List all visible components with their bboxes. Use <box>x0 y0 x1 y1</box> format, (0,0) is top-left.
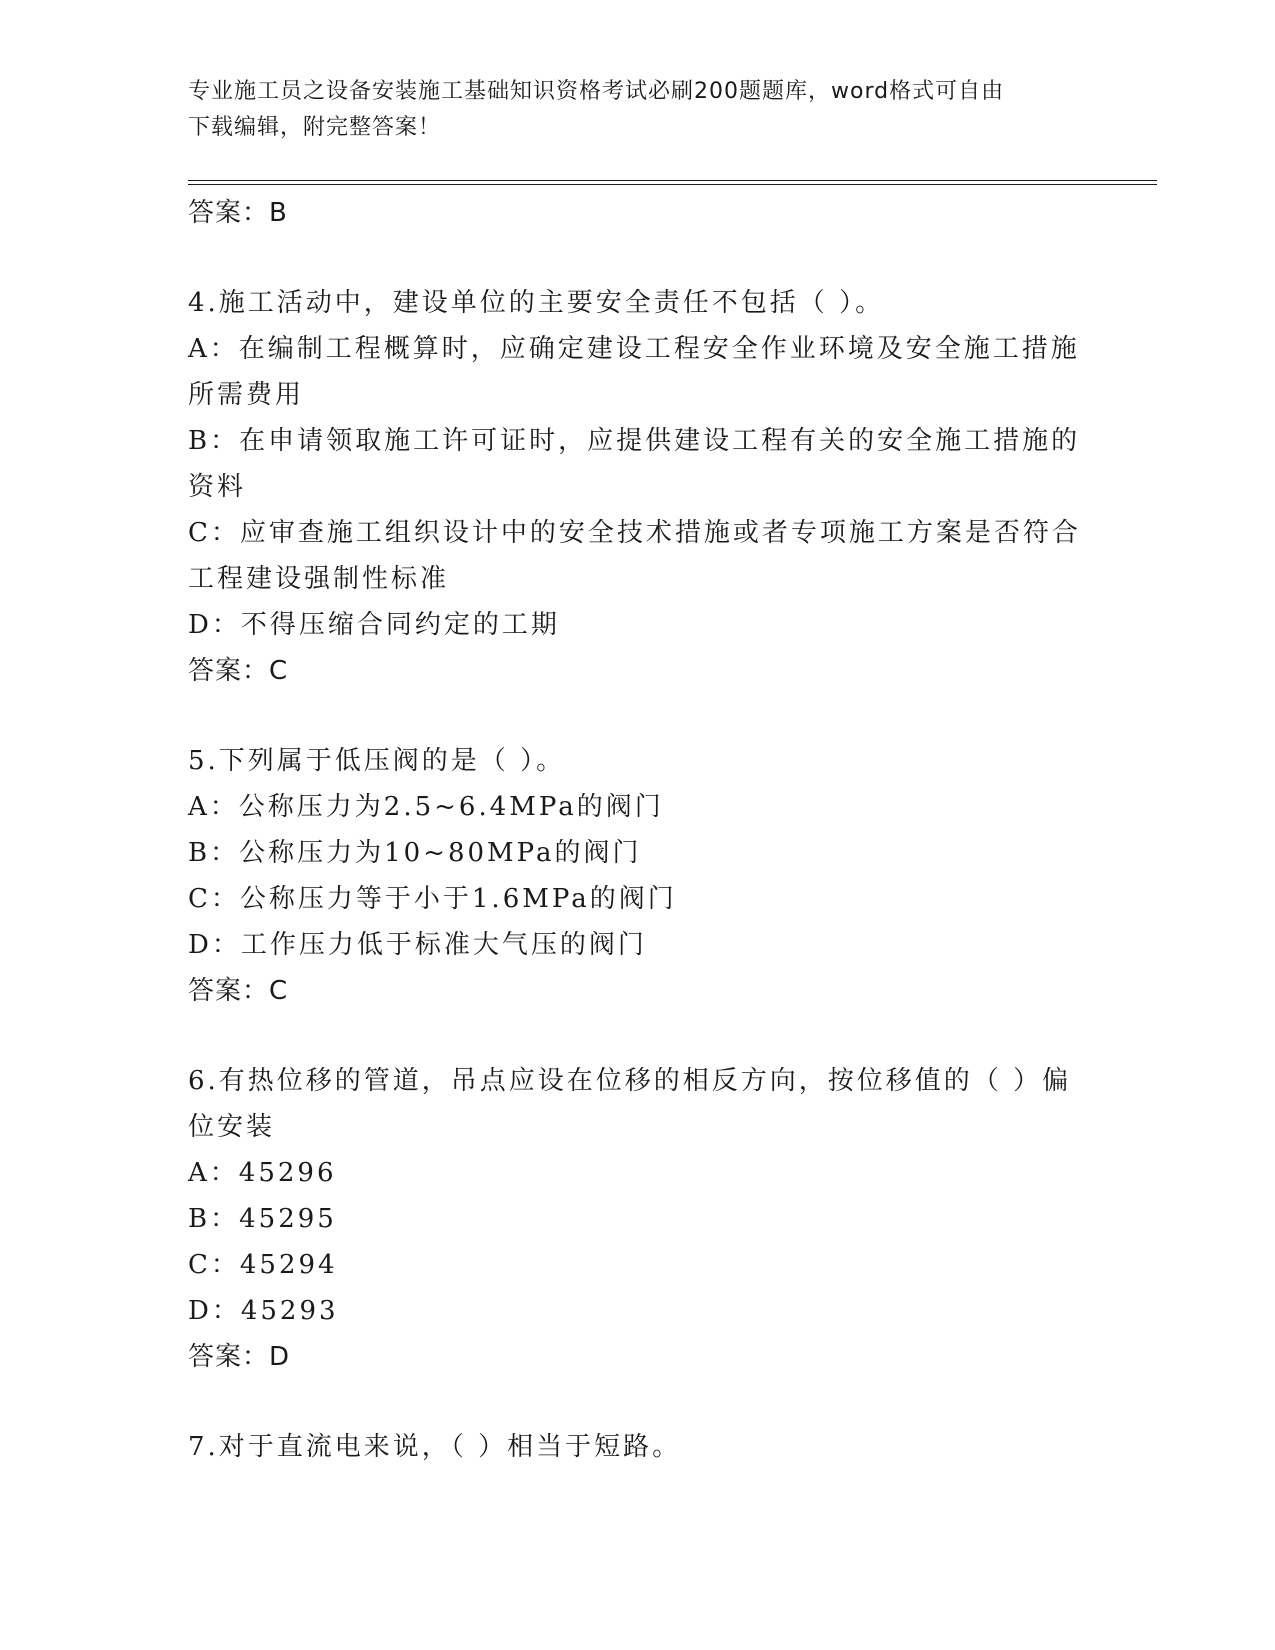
option-a: A：45296 <box>188 1158 337 1188</box>
question-7 <box>188 1424 1088 1470</box>
option-b: B：公称压力为10~80MPa的阀门 <box>188 838 642 868</box>
option-c: C：应审查施工组织设计中的安全技术措施或者专项施工方案是否符合 <box>188 518 1081 548</box>
answer-line: 答案：C <box>188 976 289 1006</box>
option-c: C：45294 <box>188 1250 338 1280</box>
question-stem: 4.施工活动中，建设单位的主要安全责任不包括（ ）。 <box>188 288 885 318</box>
answer-line: 答案：C <box>188 656 289 686</box>
option-d: D：不得压缩合同约定的工期 <box>188 610 560 640</box>
question-stem: 7.对于直流电来说，（ ）相当于短路。 <box>188 1432 682 1462</box>
document-header <box>188 74 1088 146</box>
header-divider-bottom <box>188 184 1157 185</box>
option-a: A：公称压力为2.5~6.4MPa的阀门 <box>188 792 664 822</box>
option-c-continued: 工程建设强制性标准 <box>188 564 450 594</box>
option-a-continued: 所需费用 <box>188 380 305 410</box>
header-divider-top <box>188 180 1157 181</box>
option-b: B：45295 <box>188 1204 337 1234</box>
answer-line: 答案：D <box>188 1342 291 1372</box>
answer-line: 答案：B <box>188 198 288 228</box>
question-4 <box>188 280 1088 694</box>
question-stem-continued: 位安装 <box>188 1112 276 1142</box>
header-line-2: 下载编辑，附完整答案！ <box>188 115 442 140</box>
question-stem: 6.有热位移的管道，吊点应设在位移的相反方向，按位移值的（ ）偏 <box>188 1066 1072 1096</box>
question-5 <box>188 738 1088 1014</box>
option-d: D：45293 <box>188 1296 339 1326</box>
option-b-continued: 资料 <box>188 472 247 502</box>
question-stem: 5.下列属于低压阀的是（ ）。 <box>188 746 566 776</box>
option-a: A：在编制工程概算时，应确定建设工程安全作业环境及安全施工措施 <box>188 334 1080 364</box>
header-line-1: 专业施工员之设备安装施工基础知识资格考试必刷200题题库，word格式可自由 <box>188 79 1005 104</box>
question-list <box>188 188 1088 1470</box>
question-6 <box>188 1058 1088 1380</box>
option-c: C：公称压力等于小于1.6MPa的阀门 <box>188 884 677 914</box>
option-d: D：工作压力低于标准大气压的阀门 <box>188 930 647 960</box>
option-b: B：在申请领取施工许可证时，应提供建设工程有关的安全施工措施的 <box>188 426 1081 456</box>
